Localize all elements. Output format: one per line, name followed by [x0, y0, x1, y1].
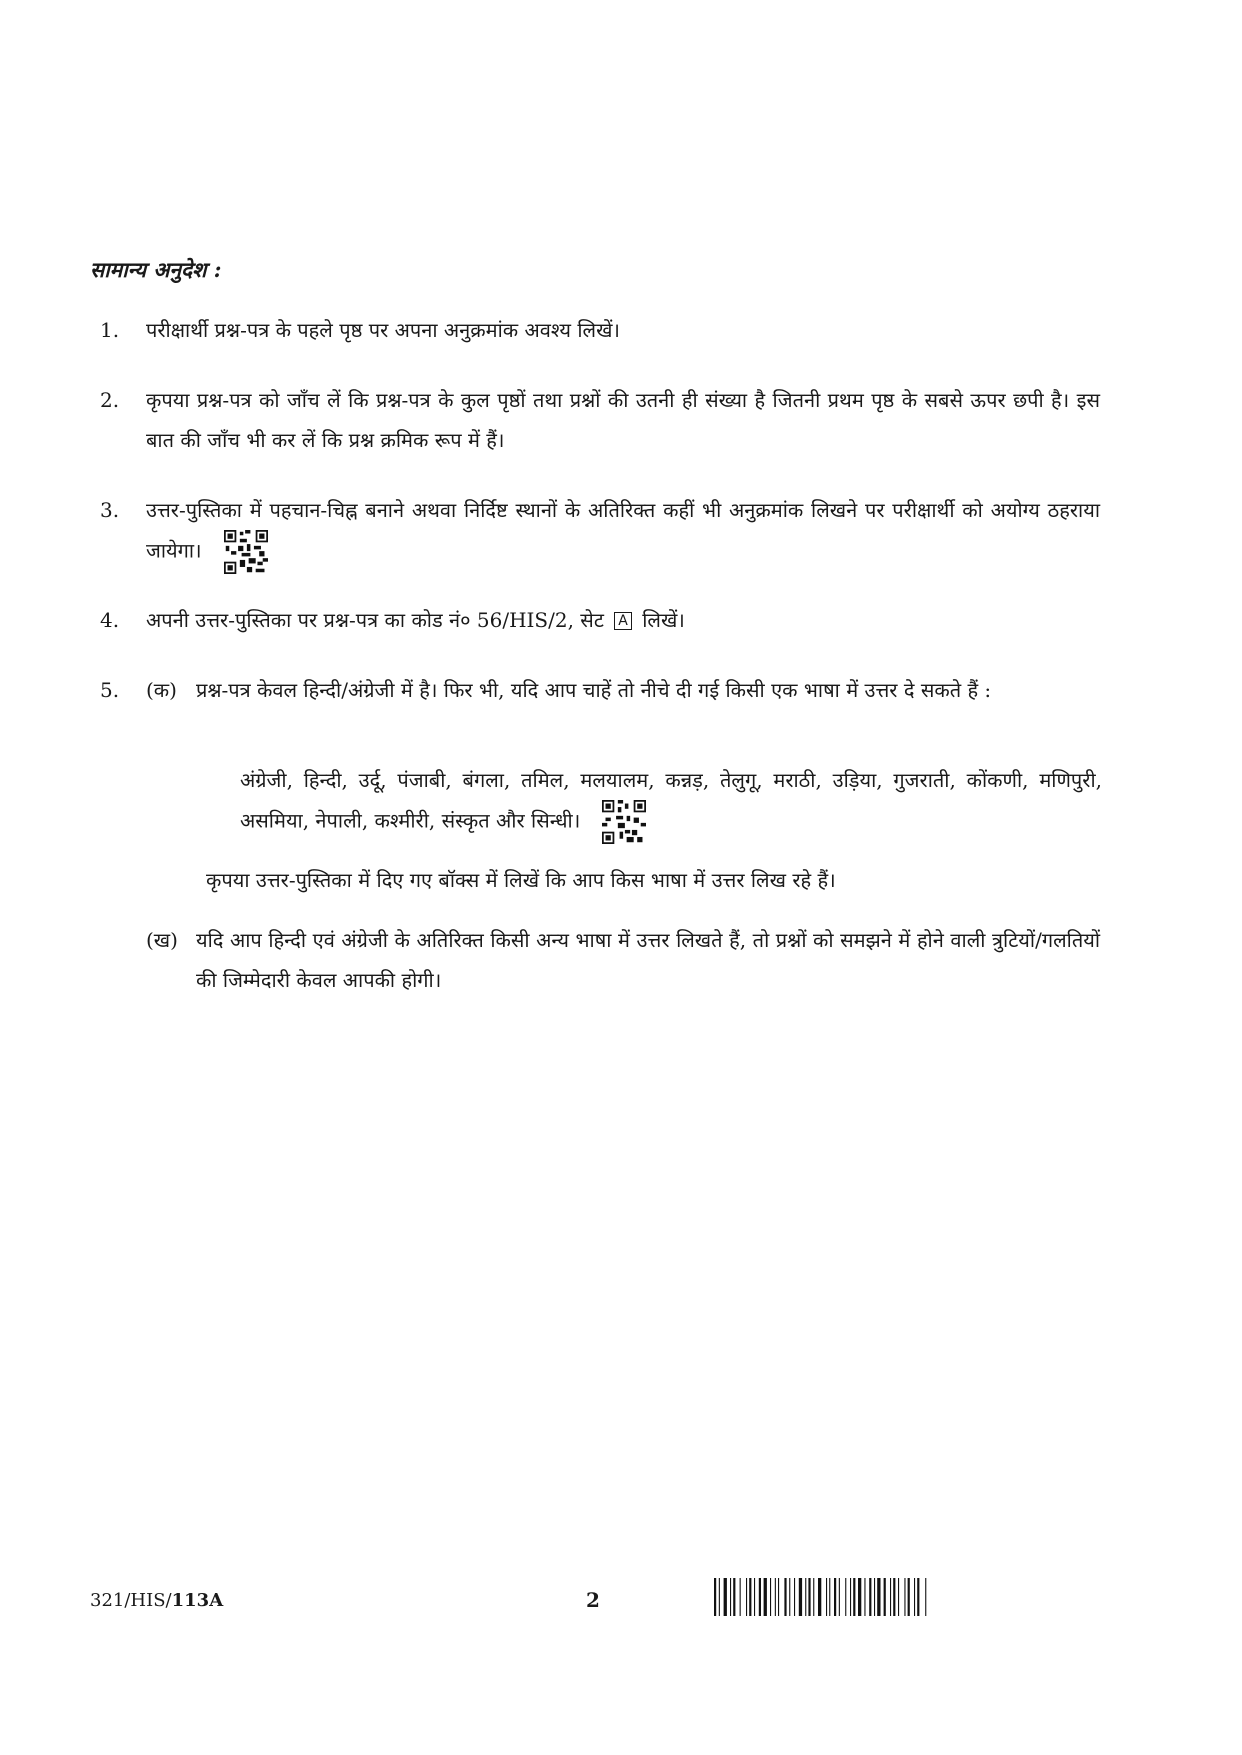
- language-note: कृपया उत्तर-पुस्तिका में दिए गए बॉक्स में लिखें कि आप किस भाषा में उत्तर लिख रहे हैं।: [206, 868, 836, 892]
- paper-code-prefix: 321/HIS/: [90, 1590, 172, 1611]
- item-text: परीक्षार्थी प्रश्न-पत्र के पहले पृष्ठ पर अपना अनुक्रमांक अवश्य लिखें।: [146, 318, 621, 342]
- sub-item-text-b: यदि आप हिन्दी एवं अंग्रेजी के अतिरिक्त किसी अन्य भाषा में उत्तर लिखते हैं, तो प्रश्नों को समझने में होने वाली त्रुटियों/गलतियों की जिम्मेदारी केवल आपकी होगी।: [196, 928, 1100, 992]
- paper-code-bold: 113A: [171, 1590, 224, 1611]
- qr-code-icon: [602, 800, 646, 844]
- instructions-heading: सामान्य अनुदेश :: [90, 257, 222, 282]
- sub-item-text-a: प्रश्न-पत्र केवल हिन्दी/अंग्रेजी में है। फिर भी, यदि आप चाहें तो नीचे दी गई किसी एक भाषा में उत्तर दे सकते हैं :: [196, 678, 992, 702]
- sub-item-label-a: (क): [146, 678, 177, 702]
- item-number: 2.: [100, 388, 120, 412]
- instruction-item-4: [100, 600, 1100, 640]
- item-number: 1.: [100, 318, 120, 342]
- item-text: उत्तर-पुस्तिका में पहचान-चिह्न बनाने अथवा निर्दिष्ट स्थानों के अतिरिक्त कहीं भी अनुक्रमांक लिखने पर परीक्षार्थी को अयोग्य ठहराया जायेगा।: [146, 498, 1100, 563]
- item-text-wrap: [146, 490, 1100, 574]
- instruction-item-3: [100, 490, 1100, 570]
- barcode-icon: [714, 1578, 1000, 1616]
- item-text-suffix: लिखें।: [642, 608, 685, 632]
- instruction-item-1: [100, 310, 1100, 350]
- item-number: 3.: [100, 498, 120, 522]
- item-text-wrap: [146, 600, 1100, 640]
- page-number: 2: [586, 1588, 600, 1612]
- item-number: 5.: [100, 678, 120, 702]
- instruction-item-5: [100, 670, 1100, 750]
- instruction-item-5b: [100, 920, 1100, 1000]
- language-list: [240, 760, 1102, 844]
- item-number: 4.: [100, 608, 120, 632]
- item-text: अपनी उत्तर-पुस्तिका पर प्रश्न-पत्र का कोड नं० 56/HIS/2, सेट: [146, 608, 604, 632]
- set-letter-box: A: [614, 612, 632, 630]
- instruction-item-2: [100, 380, 1100, 460]
- language-list-text: अंग्रेजी, हिन्दी, उर्दू, पंजाबी, बंगला, तमिल, मलयालम, कन्नड़, तेलुगू, मराठी, उड़िया, गुजराती, कोंकणी, मणिपुरी, असमिया, नेपाली, कश्मीरी, संस्कृत और सिन्धी।: [240, 768, 1102, 833]
- paper-code: [90, 1590, 223, 1611]
- sub-item-label-b: (ख): [146, 928, 178, 952]
- item-text: कृपया प्रश्न-पत्र को जाँच लें कि प्रश्न-पत्र के कुल पृष्ठों तथा प्रश्नों की उतनी ही संख्या है जितनी प्रथम पृष्ठ के सबसे ऊपर छपी है। इस बात की जाँच भी कर लें कि प्रश्न क्रमिक रूप में हैं।: [146, 388, 1100, 452]
- qr-code-icon: [224, 530, 268, 574]
